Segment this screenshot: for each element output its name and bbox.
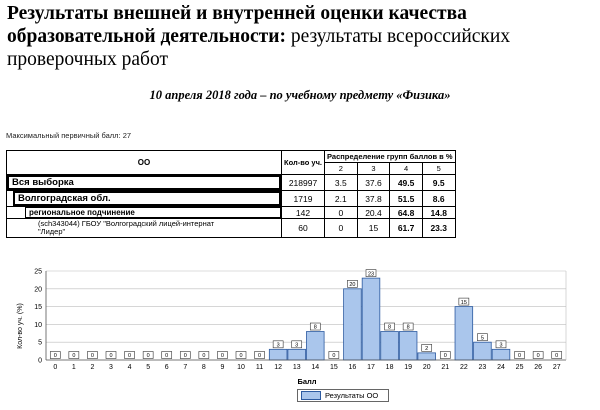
x-tick-label: 26	[534, 364, 543, 371]
row-count: 1719	[282, 191, 325, 207]
title-normal: результаты всероссийских проверочных работ	[7, 26, 511, 70]
data-label: 0	[90, 353, 94, 360]
row-value: 37.8	[357, 191, 390, 207]
x-tick-label: 1	[71, 364, 76, 371]
chart-bar	[269, 349, 287, 360]
data-label: 0	[183, 353, 187, 360]
row-value: 37.6	[357, 175, 390, 191]
row-count: 218997	[282, 175, 325, 191]
x-tick-label: 13	[292, 364, 301, 371]
x-tick-label: 23	[478, 364, 487, 371]
header-oo: ОО	[7, 151, 282, 175]
x-tick-label: 27	[552, 364, 561, 371]
data-label: 8	[406, 324, 410, 331]
row-value: 8.6	[422, 191, 455, 207]
legend-swatch	[301, 391, 321, 400]
chart-bar	[418, 353, 436, 360]
data-label: 0	[72, 353, 76, 360]
x-tick-label: 2	[90, 364, 95, 371]
y-axis-label: Кол-во уч. (%)	[17, 303, 24, 349]
data-label: 0	[202, 353, 206, 360]
chart-bar	[381, 332, 399, 360]
x-tick-label: 16	[348, 364, 357, 371]
chart-legend	[297, 389, 389, 402]
data-label: 5	[480, 335, 484, 342]
x-tick-label: 8	[201, 364, 206, 371]
row-count: 142	[282, 207, 325, 219]
row-name: региональное подчинение	[25, 207, 281, 218]
row-value: 2.1	[325, 191, 358, 207]
data-label: 0	[128, 353, 132, 360]
x-tick-label: 6	[164, 364, 169, 371]
x-tick-label: 25	[515, 364, 524, 371]
data-label: 0	[555, 353, 559, 360]
table-row	[7, 207, 456, 219]
data-label: 0	[332, 353, 336, 360]
page-subtitle: 10 апреля 2018 года – по учебному предмету «Физика»	[149, 88, 451, 102]
row-value: 9.5	[422, 175, 455, 191]
row-name: (sch343044) ГБОУ "Волгоградский лицей-интернат "Лидер"	[38, 219, 215, 236]
x-tick-label: 4	[127, 364, 132, 371]
row-value: 0	[325, 219, 358, 238]
data-label: 0	[165, 353, 169, 360]
row-value: 14.8	[422, 207, 455, 219]
data-label: 0	[146, 353, 150, 360]
y-tick-label: 15	[34, 304, 42, 312]
header-distribution: Распределение групп баллов в %	[325, 151, 456, 163]
row-value: 20.4	[357, 207, 390, 219]
data-label: 0	[258, 353, 262, 360]
x-tick-label: 0	[53, 364, 58, 371]
y-tick-label: 10	[34, 321, 42, 329]
chart-bar	[344, 289, 362, 360]
data-label: 3	[499, 342, 503, 349]
grade-header: 4	[390, 163, 423, 175]
row-value: 49.5	[390, 175, 423, 191]
y-tick-label: 25	[34, 268, 42, 276]
data-label: 0	[518, 353, 522, 360]
x-tick-label: 21	[441, 364, 450, 371]
table-row	[7, 175, 456, 191]
grade-header: 3	[357, 163, 390, 175]
page-title	[7, 2, 597, 71]
data-label: 3	[295, 342, 299, 349]
chart-bar	[474, 342, 492, 360]
x-tick-label: 11	[255, 364, 264, 371]
y-tick-label: 0	[38, 357, 42, 365]
chart-bar	[399, 332, 417, 360]
x-tick-label: 19	[404, 364, 413, 371]
x-tick-label: 24	[497, 364, 505, 371]
x-tick-label: 22	[459, 364, 468, 371]
row-count: 60	[282, 219, 325, 238]
data-label: 3	[276, 342, 280, 349]
row-value: 0	[325, 207, 358, 219]
header-count: Кол-во уч.	[282, 151, 325, 175]
data-label: 0	[443, 353, 447, 360]
x-tick-label: 5	[146, 364, 151, 371]
y-tick-label: 20	[34, 286, 42, 294]
row-value: 61.7	[390, 219, 423, 238]
x-tick-label: 20	[422, 364, 431, 371]
x-tick-label: 15	[329, 364, 338, 371]
x-tick-label: 3	[109, 364, 113, 371]
chart-bar	[288, 349, 306, 360]
data-label: 0	[536, 353, 540, 360]
y-tick-label: 5	[38, 339, 42, 347]
grade-header: 2	[325, 163, 358, 175]
chart-bar	[306, 332, 324, 360]
x-tick-label: 10	[237, 364, 245, 371]
data-label: 0	[220, 353, 224, 360]
row-value: 3.5	[325, 175, 358, 191]
score-distribution-chart	[0, 262, 600, 392]
data-label: 15	[460, 299, 467, 306]
x-tick-label: 17	[367, 364, 375, 371]
row-value: 15	[357, 219, 390, 238]
results-table-wrap	[6, 150, 456, 238]
table-row	[7, 191, 456, 207]
x-tick-label: 18	[385, 364, 394, 371]
grade-header: 5	[422, 163, 455, 175]
chart-bar	[362, 278, 380, 360]
x-axis-label: Балл	[297, 377, 317, 386]
data-label: 0	[239, 353, 243, 360]
data-label: 8	[313, 324, 317, 331]
data-label: 23	[367, 271, 375, 278]
x-tick-label: 9	[220, 364, 225, 371]
x-tick-label: 14	[311, 364, 320, 371]
legend-label: Результаты ОО	[325, 391, 379, 400]
row-value: 23.3	[422, 219, 455, 238]
x-tick-label: 7	[183, 364, 188, 371]
x-tick-label: 12	[274, 364, 283, 371]
row-value: 51.5	[390, 191, 423, 207]
title-bold: Результаты внешней и внутренней оценки качества образовательной деятельности:	[7, 3, 467, 47]
chart-bar	[492, 349, 510, 360]
row-name: Волгоградская обл.	[13, 191, 281, 206]
data-label: 0	[109, 353, 113, 360]
max-score-label: Максимальный первичный балл: 27	[6, 131, 132, 140]
chart-bar	[455, 307, 473, 360]
results-table	[6, 150, 456, 238]
data-label: 0	[53, 353, 57, 360]
data-label: 2	[425, 346, 429, 353]
row-value: 64.8	[390, 207, 423, 219]
table-row	[7, 219, 456, 238]
data-label: 8	[388, 324, 392, 331]
data-label: 20	[349, 282, 356, 288]
row-name: Вся выборка	[7, 175, 281, 190]
